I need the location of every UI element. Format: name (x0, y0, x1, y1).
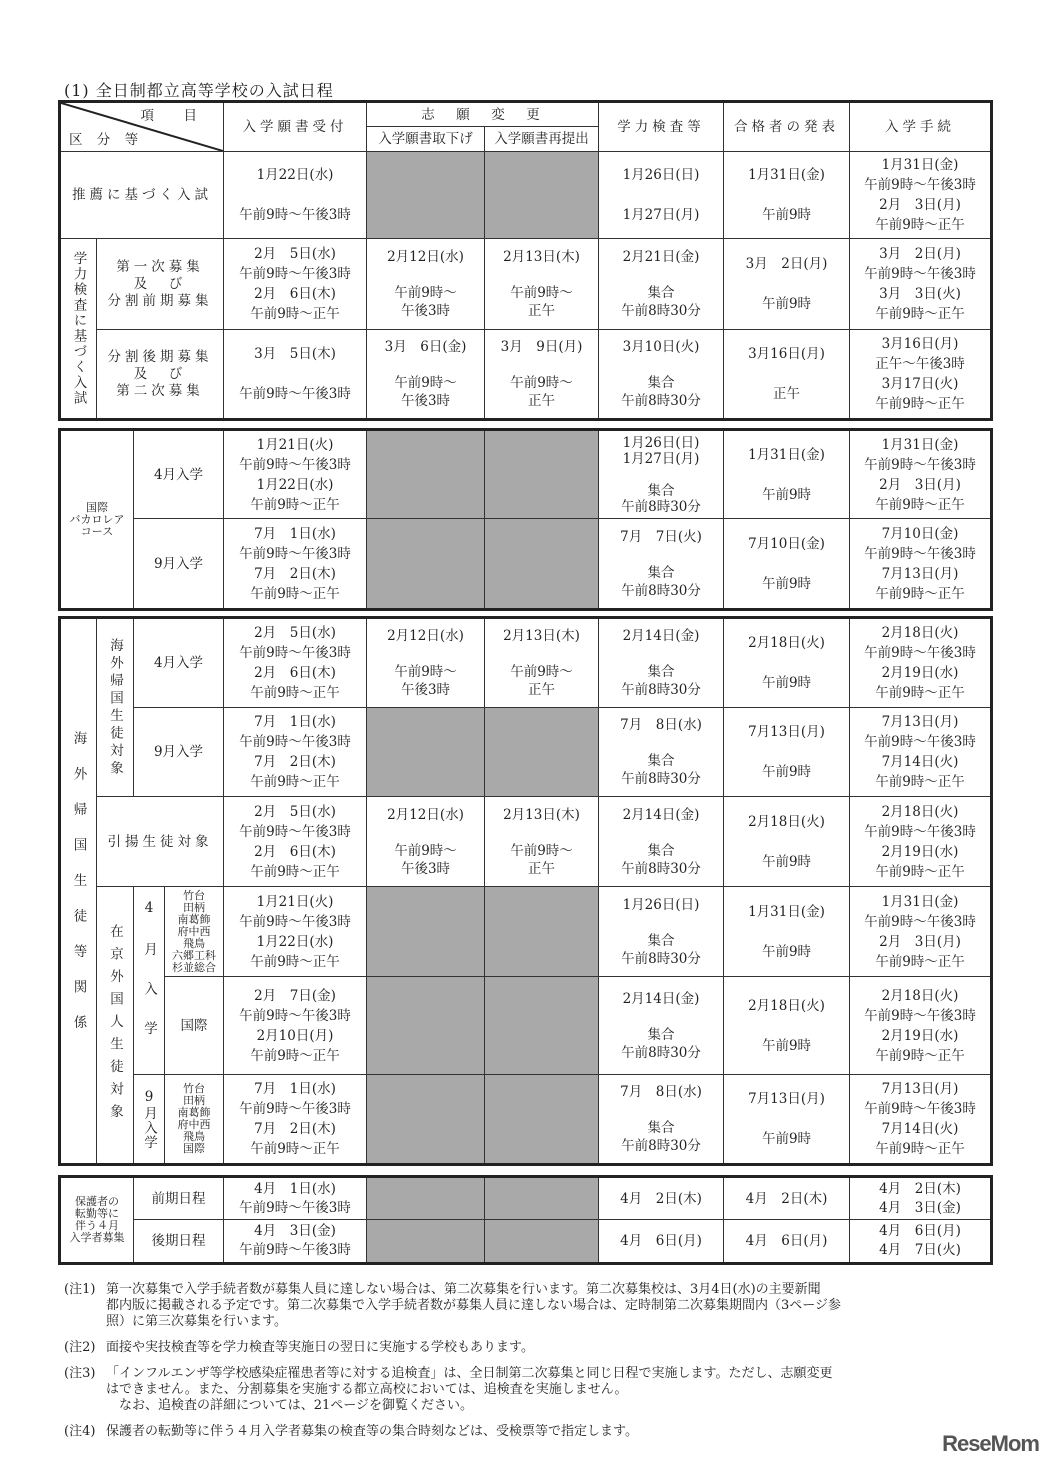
note-1 (64, 1282, 984, 1330)
cell-shaded (485, 708, 599, 797)
cell-exam: 4月 2日(木) (599, 1177, 724, 1220)
cell-application: 7月 1日(水) 午前9時〜午後3時 7月 2日(木) 午前9時〜正午 (224, 1075, 367, 1165)
cell-application: 1月21日(火) 午前9時〜午後3時 1月22日(水) 午前9時〜正午 (224, 430, 367, 519)
cell-result: 2月18日(火) 午前9時 (724, 797, 850, 887)
group-label: 保護者の 転勤等に 伴う４月 入学者募集 (60, 1177, 134, 1264)
group-label (60, 618, 97, 1165)
cell-exam: 1月26日(日) 集合 午前8時30分 (599, 887, 724, 977)
table-row (60, 430, 992, 519)
cell-result: 1月31日(金) 午前9時 (724, 887, 850, 977)
cell-enroll: 4月 6日(月) 4月 7日(火) (850, 1220, 992, 1264)
cell-exam: 2月14日(金) 集合 午前8時30分 (599, 977, 724, 1075)
group-label (60, 239, 97, 420)
row-label: 第一次募集 及 び 分割前期募集 (97, 239, 224, 330)
school-list: 竹台 田柄 南葛飾 府中西 飛鳥 六郷工科 杉並総合 (165, 887, 224, 977)
intake-label (134, 1075, 165, 1165)
cell-shaded (485, 1220, 599, 1264)
cell-withdraw: 3月 6日(金) 午前9時〜 午後3時 (367, 330, 485, 420)
group-label: 国際 バカロレア コース (60, 430, 134, 610)
cell-exam: 7月 8日(水) 集合 午前8時30分 (599, 708, 724, 797)
cell-shaded (367, 1220, 485, 1264)
cell-application: 1月21日(火) 午前9時〜午後3時 1月22日(水) 午前9時〜正午 (224, 887, 367, 977)
note-label: (注3) (64, 1366, 96, 1381)
cell-result: 2月18日(火) 午前9時 (724, 977, 850, 1075)
note-2 (64, 1340, 984, 1356)
cell-exam: 7月 8日(水) 集合 午前8時30分 (599, 1075, 724, 1165)
cell-exam: 2月21日(金) 集合 午前8時30分 (599, 239, 724, 330)
header-withdraw: 入学願書取下げ (367, 127, 485, 152)
cell-exam: 4月 6日(月) (599, 1220, 724, 1264)
table-row (60, 977, 992, 1075)
cell-result: 1月31日(金) 午前9時 (724, 430, 850, 519)
cell-result: 2月18日(火) 午前9時 (724, 618, 850, 708)
group-label-text: 海外帰国生徒等関係 (70, 731, 87, 1051)
group-label-text: 学力検査に基づく入試 (70, 251, 87, 406)
intake-label (134, 887, 165, 1075)
cell-enroll: 2月18日(火) 午前9時〜午後3時 2月19日(水) 午前9時〜正午 (850, 618, 992, 708)
cell-resubmit: 3月 9日(月) 午前9時〜 正午 (485, 330, 599, 420)
cell-enroll: 7月13日(月) 午前9時〜午後3時 7月14日(火) 午前9時〜正午 (850, 708, 992, 797)
cell-enroll: 3月 2日(月) 午前9時〜午後3時 3月 3日(火) 午前9時〜正午 (850, 239, 992, 330)
row-label: 後期日程 (134, 1220, 224, 1264)
subgroup-label (97, 887, 134, 1165)
table-row (60, 797, 992, 887)
school-list: 竹台 田柄 南葛飾 府中西 飛鳥 国際 (165, 1075, 224, 1165)
cell-exam: 1月26日(日) 1月27日(月) 集合 午前8時30分 (599, 430, 724, 519)
cell-shaded (485, 152, 599, 239)
table-row (60, 1177, 992, 1220)
table-row (60, 1075, 992, 1165)
note-label: (注1) (64, 1282, 96, 1297)
cell-result: 4月 6日(月) (724, 1220, 850, 1264)
header-application: 入学願書受付 (224, 102, 367, 152)
table-row (60, 152, 992, 239)
cell-shaded (485, 430, 599, 519)
notes (64, 1282, 984, 1450)
schedule-table-transfer (58, 1175, 993, 1265)
cell-enroll: 1月31日(金) 午前9時〜午後3時 2月 3日(月) 午前9時〜正午 (850, 152, 992, 239)
header-category: 区 分 等 (69, 132, 144, 148)
cell-resubmit: 2月13日(木) 午前9時〜 正午 (485, 797, 599, 887)
table-row (60, 1220, 992, 1264)
cell-application: 2月 7日(金) 午前9時〜午後3時 2月10日(月) 午前9時〜正午 (224, 977, 367, 1075)
cell-application: 2月 5日(水) 午前9時〜午後3時 2月 6日(木) 午前9時〜正午 (224, 239, 367, 330)
cell-resubmit: 2月13日(木) 午前9時〜 正午 (485, 239, 599, 330)
schedule-table-ib (58, 428, 993, 611)
header-enroll: 入学手続 (850, 102, 992, 152)
cell-exam: 3月10日(火) 集合 午前8時30分 (599, 330, 724, 420)
cell-result: 3月 2日(月) 午前9時 (724, 239, 850, 330)
cell-shaded (485, 1177, 599, 1220)
cell-application: 2月 5日(水) 午前9時〜午後3時 2月 6日(木) 午前9時〜正午 (224, 797, 367, 887)
cell-result: 1月31日(金) 午前9時 (724, 152, 850, 239)
cell-result: 7月13日(月) 午前9時 (724, 1075, 850, 1165)
note-text: 面接や実技検査等を学力検査等実施日の翌日に実施する学校もあります。 (106, 1340, 534, 1355)
subgroup-label-text: 海外帰国生徒対象 (107, 637, 123, 778)
cell-withdraw: 2月12日(水) 午前9時〜 午後3時 (367, 797, 485, 887)
cell-withdraw: 2月12日(水) 午前9時〜 午後3時 (367, 239, 485, 330)
cell-application: 7月 1日(水) 午前9時〜午後3時 7月 2日(木) 午前9時〜正午 (224, 708, 367, 797)
table-row (60, 887, 992, 977)
cell-exam: 2月14日(金) 集合 午前8時30分 (599, 797, 724, 887)
cell-result: 7月13日(月) 午前9時 (724, 708, 850, 797)
cell-enroll: 2月18日(火) 午前9時〜午後3時 2月19日(水) 午前9時〜正午 (850, 977, 992, 1075)
cell-exam: 1月26日(日) 1月27日(月) (599, 152, 724, 239)
header-resubmit: 入学願書再提出 (485, 127, 599, 152)
row-label: 推薦に基づく入試 (60, 152, 224, 239)
cell-shaded (485, 519, 599, 610)
cell-shaded (485, 887, 599, 977)
row-label: 分割後期募集 及 び 第二次募集 (97, 330, 224, 420)
cell-withdraw: 2月12日(水) 午前9時〜 午後3時 (367, 618, 485, 708)
cell-enroll: 7月10日(金) 午前9時〜午後3時 7月13日(月) 午前9時〜正午 (850, 519, 992, 610)
cell-result: 3月16日(月) 正午 (724, 330, 850, 420)
note-text: 「インフルエンザ等学校感染症罹患者等に対する追検査」は、全日制第二次募集と同じ日程で実施します。ただし、志願変更 はできません。また、分割募集を実施する都立高校においては、追検査を実施しません。 なお、追検査の詳細については、21ページを御覧ください。 (106, 1366, 833, 1413)
table-row (60, 618, 992, 708)
intake-label-text: 4月入学 (141, 900, 157, 1061)
page-title: (1) 全日制都立高等学校の入試日程 (64, 81, 334, 100)
cell-shaded (367, 1177, 485, 1220)
cell-enroll: 1月31日(金) 午前9時〜午後3時 2月 3日(月) 午前9時〜正午 (850, 430, 992, 519)
cell-application: 3月 5日(木) 午前9時〜午後3時 (224, 330, 367, 420)
cell-shaded (485, 977, 599, 1075)
cell-shaded (367, 519, 485, 610)
cell-application: 2月 5日(水) 午前9時〜午後3時 2月 6日(木) 午前9時〜正午 (224, 618, 367, 708)
cell-shaded (367, 708, 485, 797)
cell-shaded (367, 887, 485, 977)
row-label: 引揚生徒対象 (97, 797, 224, 887)
cell-resubmit: 2月13日(木) 午前9時〜 正午 (485, 618, 599, 708)
header-result: 合格者の発表 (724, 102, 850, 152)
row-label: 4月入学 (134, 618, 224, 708)
row-label: 9月入学 (134, 519, 224, 610)
schedule-table-overseas (58, 616, 993, 1166)
subgroup-label (97, 618, 134, 797)
cell-shaded (367, 977, 485, 1075)
diagonal-header-cell (60, 102, 224, 152)
cell-shaded (367, 430, 485, 519)
table-row (60, 330, 992, 420)
cell-enroll: 4月 2日(木) 4月 3日(金) (850, 1177, 992, 1220)
header-item: 項 目 (140, 108, 205, 124)
cell-application: 7月 1日(水) 午前9時〜午後3時 7月 2日(木) 午前9時〜正午 (224, 519, 367, 610)
cell-shaded (367, 152, 485, 239)
note-label: (注4) (64, 1424, 96, 1439)
note-text: 第一次募集で入学手続者数が募集人員に達しない場合は、第二次募集を行います。第二次募集校は、3月4日(水)の主要新聞 都内版に掲載される予定です。第二次募集で入学手続者数が募集人員に達しない場合は、定時制第二次募集期間内（3ページ参 照）に第三次募集を行います。 (106, 1282, 841, 1329)
table-row (60, 708, 992, 797)
intake-label-text: 9月入学 (141, 1088, 157, 1150)
row-label: 9月入学 (134, 708, 224, 797)
resemom-logo: ReseMom (942, 1431, 1039, 1456)
table-row (60, 519, 992, 610)
header-exam: 学力検査等 (599, 102, 724, 152)
cell-result: 7月10日(金) 午前9時 (724, 519, 850, 610)
cell-enroll: 2月18日(火) 午前9時〜午後3時 2月19日(水) 午前9時〜正午 (850, 797, 992, 887)
cell-exam: 2月14日(金) 集合 午前8時30分 (599, 618, 724, 708)
cell-application: 1月22日(水) 午前9時〜午後3時 (224, 152, 367, 239)
cell-enroll: 7月13日(月) 午前9時〜午後3時 7月14日(火) 午前9時〜正午 (850, 1075, 992, 1165)
school-list: 国際 (165, 977, 224, 1075)
cell-shaded (485, 1075, 599, 1165)
note-4 (64, 1424, 984, 1440)
row-label: 前期日程 (134, 1177, 224, 1220)
row-label: 4月入学 (134, 430, 224, 519)
note-3 (64, 1366, 984, 1414)
schedule-table-general (58, 100, 993, 421)
cell-enroll: 1月31日(金) 午前9時〜午後3時 2月 3日(月) 午前9時〜正午 (850, 887, 992, 977)
cell-enroll: 3月16日(月) 正午〜午後3時 3月17日(火) 午前9時〜正午 (850, 330, 992, 420)
cell-application: 4月 1日(水) 午前9時〜午後3時 (224, 1177, 367, 1220)
subgroup-label-text: 在京外国人生徒対象 (107, 923, 123, 1127)
cell-result: 4月 2日(木) (724, 1177, 850, 1220)
table-row (60, 239, 992, 330)
cell-shaded (367, 1075, 485, 1165)
cell-exam: 7月 7日(火) 集合 午前8時30分 (599, 519, 724, 610)
cell-application: 4月 3日(金) 午前9時〜午後3時 (224, 1220, 367, 1264)
header-change: 志 願 変 更 (367, 102, 599, 127)
note-label: (注2) (64, 1340, 96, 1355)
note-text: 保護者の転勤等に伴う４月入学者募集の検査等の集合時刻などは、受検票等で指定します。 (106, 1424, 638, 1439)
